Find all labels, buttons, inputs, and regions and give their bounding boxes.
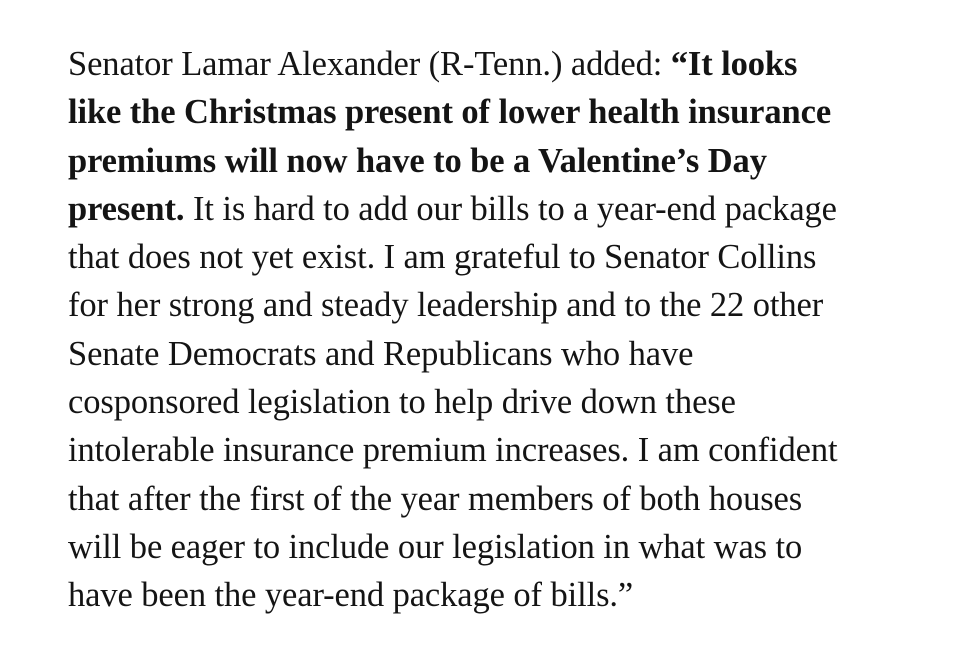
quote-paragraph: [68, 40, 948, 620]
paragraph-line-2: [68, 88, 948, 136]
quote-bold-text: “It looks: [670, 45, 798, 83]
quote-regular-text: have been the year-end package of bills.”: [68, 576, 634, 615]
quote-regular-text: Senate Democrats and Republicans who have: [68, 334, 694, 373]
paragraph-line-6: [68, 281, 948, 329]
paragraph-line-3: [68, 137, 948, 185]
quote-bold-text: present.: [68, 189, 185, 228]
paragraph-line-10: [68, 475, 948, 523]
quote-regular-text: will be eager to include our legislation in what was to: [68, 527, 803, 566]
paragraph-line-12: [68, 571, 948, 619]
quote-regular-text: that after the first of the year members of both houses: [68, 479, 803, 518]
quote-regular-text: that does not yet exist. I am grateful to Senator Collins: [68, 238, 817, 277]
paragraph-line-8: [68, 378, 948, 426]
quote-regular-text: for her strong and steady leadership and to the 22 other: [68, 286, 824, 325]
paragraph-line-9: [68, 426, 948, 474]
quote-regular-text: It is hard to add our bills to a year-end package: [184, 189, 837, 228]
quote-bold-text: like the Christmas present of lower health insurance: [68, 93, 832, 132]
paragraph-line-7: [68, 330, 948, 378]
paragraph-line-1: [68, 40, 948, 88]
attribution-text: Senator Lamar Alexander (R-Tenn.) added:: [68, 45, 671, 83]
paragraph-line-5: [68, 233, 948, 281]
paragraph-line-11: [68, 523, 948, 571]
quote-regular-text: cosponsored legislation to help drive down these: [68, 383, 736, 422]
quote-regular-text: intolerable insurance premium increases. I am confident: [68, 431, 838, 470]
paragraph-line-4: [68, 185, 948, 233]
quote-bold-text: premiums will now have to be a Valentine’s Day: [68, 141, 767, 180]
